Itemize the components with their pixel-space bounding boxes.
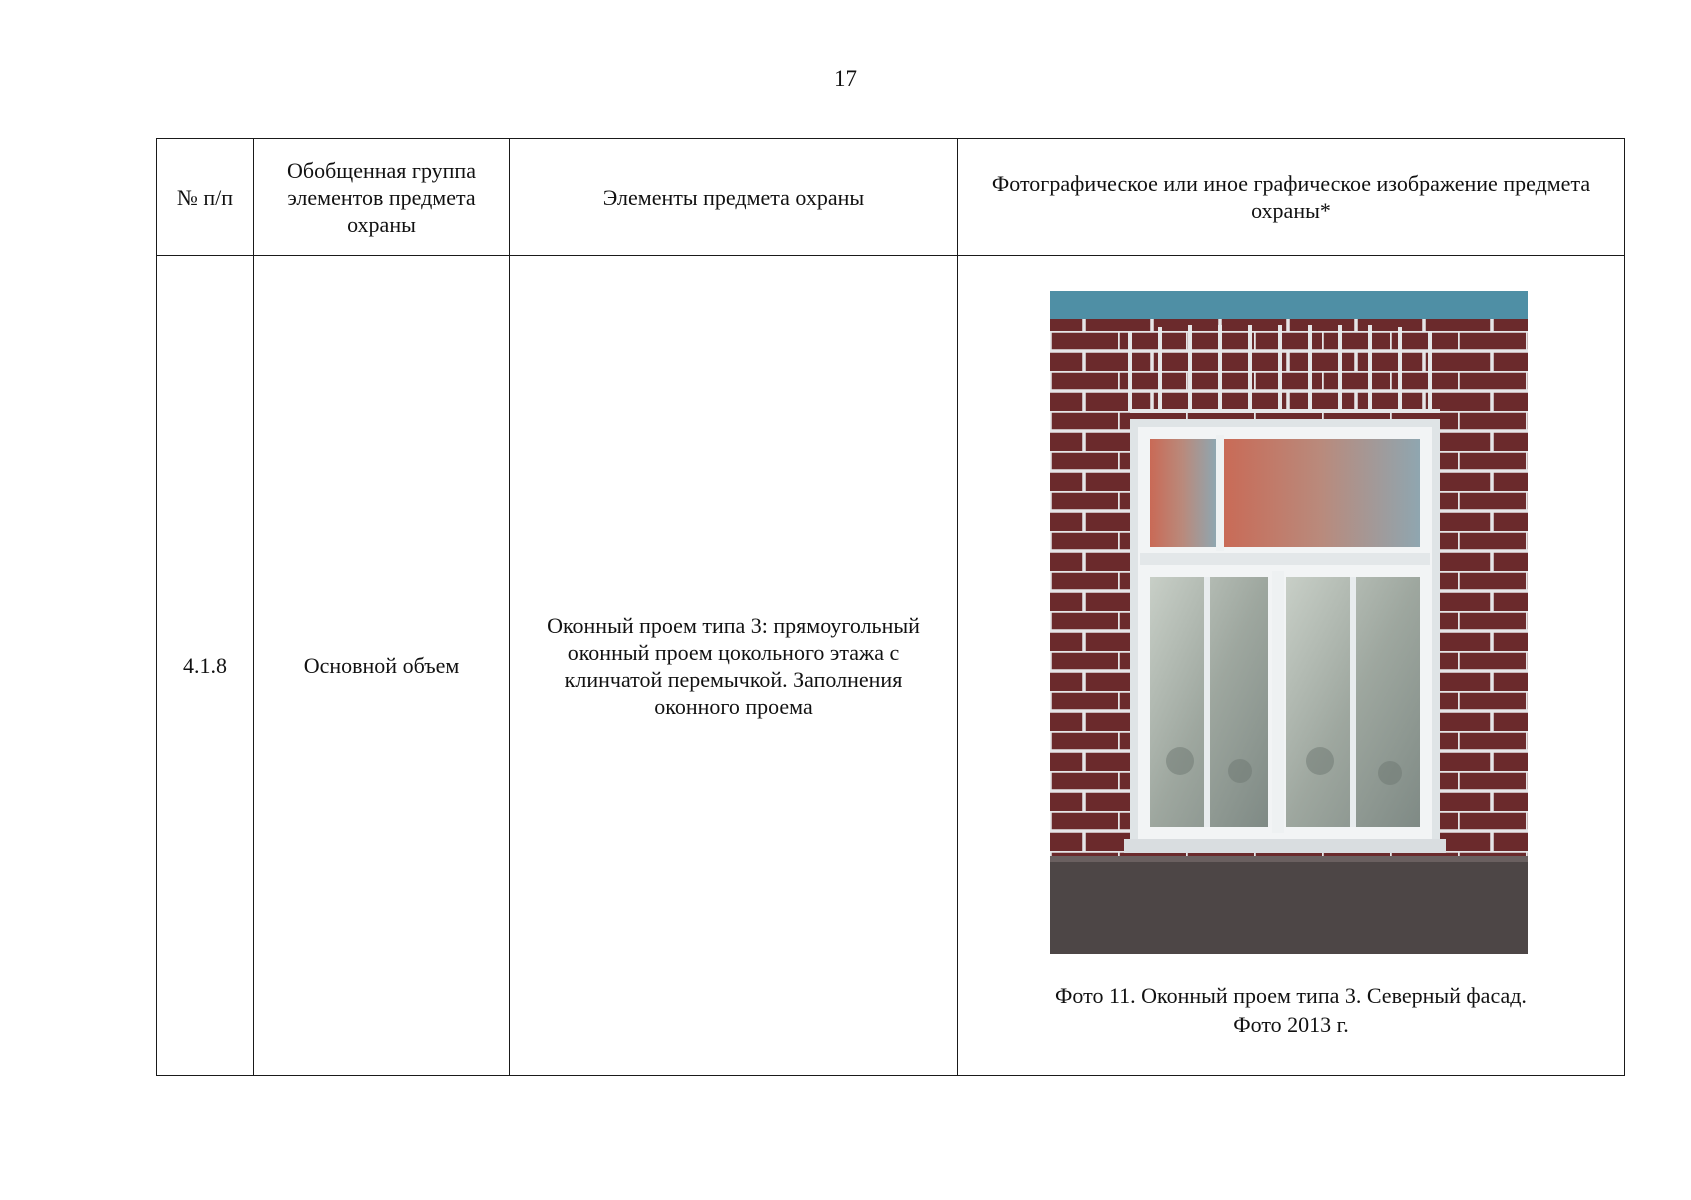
header-image: Фотографическое или иное графическое изображение предмета охраны*	[958, 139, 1625, 256]
row-photo-cell	[958, 256, 1625, 1076]
row-group: Основной объем	[254, 256, 510, 1076]
table-header-row	[157, 139, 1625, 256]
header-number: № п/п	[157, 139, 254, 256]
brick-wall-window-photo	[1050, 291, 1528, 954]
photo-caption-line-2: Фото 2013 г.	[1233, 1012, 1349, 1037]
page-number: 17	[834, 66, 857, 91]
header-group: Обобщенная группа элементов предмета охраны	[254, 139, 510, 256]
table-row	[157, 256, 1625, 1076]
header-elements: Элементы предмета охраны	[510, 139, 958, 256]
row-elements: Оконный проем типа 3: прямоугольный оконный проем цокольного этажа с клинчатой перемычкой. Заполнения оконного проема	[510, 256, 958, 1076]
photo-caption-line-1: Фото 11. Оконный проем типа 3. Северный фасад.	[1055, 983, 1527, 1008]
protection-subject-table	[156, 138, 1625, 1076]
photo-caption	[958, 981, 1624, 1039]
row-number: 4.1.8	[157, 256, 254, 1076]
